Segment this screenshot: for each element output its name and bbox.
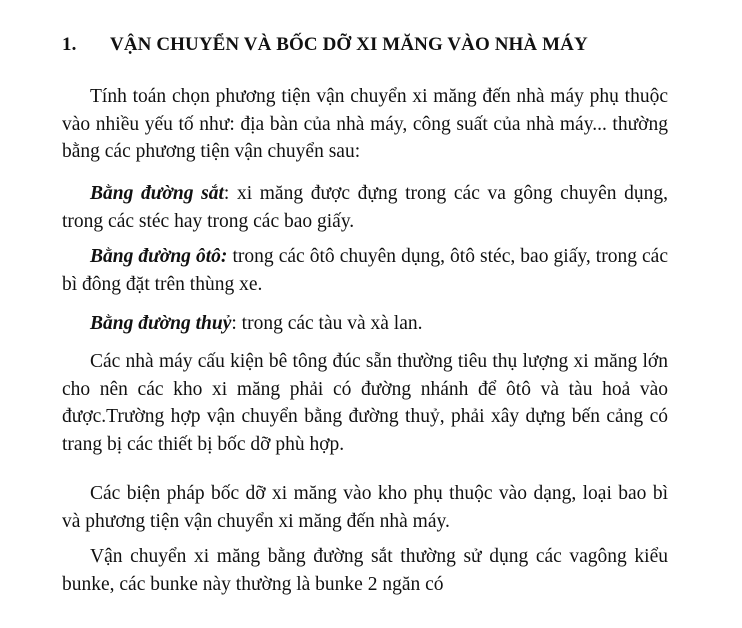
paragraph-text: trong các ôtô chuyên dụng, ôtô stéc, bao giấy, trong các bì đông đặt trên thùng xe. — [62, 246, 668, 295]
paragraph-lead: Bằng đường ôtô: — [90, 246, 228, 267]
paragraph-rail-wagons — [62, 543, 668, 598]
paragraph-unloading — [62, 480, 668, 535]
paragraph-lead: Bằng đường thuỷ — [90, 313, 232, 334]
paragraph-text: Các biện pháp bốc dỡ xi măng vào kho phụ thuộc vào dạng, loại bao bì và phương tiện vận chuyển xi măng đến nhà máy. — [62, 483, 668, 532]
paragraph-waterway — [62, 310, 668, 338]
paragraph-text: Các nhà máy cấu kiện bê tông đúc sẵn thường tiêu thụ lượng xi măng lớn cho nên các kho xi măng phải có đường nhánh để ôtô và tàu hoả vào được.Trường hợp vận chuyển bằng đường thuỷ, phải xây dựng bến cảng có trang bị các thiết bị bốc dỡ phù hợp. — [62, 351, 668, 455]
paragraph-text: Tính toán chọn phương tiện vận chuyển xi măng đến nhà máy phụ thuộc vào nhiều yếu tố như: địa bàn của nhà máy, công suất của nhà máy... thường bằng các phương tiện vận chuyển sau: — [62, 86, 668, 162]
section-title: VẬN CHUYỂN VÀ BỐC DỠ XI MĂNG VÀO NHÀ MÁY — [110, 34, 588, 55]
paragraph-factories — [62, 348, 668, 458]
paragraph-text: : trong các tàu và xà lan. — [231, 313, 423, 334]
paragraph-lead: Bằng đường sắt — [90, 183, 224, 204]
paragraph-rail — [62, 180, 668, 235]
paragraph-text: Vận chuyển xi măng bằng đường sắt thường sử dụng các vagông kiểu bunke, các bunke này thường là bunke 2 ngăn có — [62, 546, 668, 595]
paragraph-transport-intro — [62, 83, 668, 166]
paragraph-road — [62, 243, 668, 298]
paragraph-text: : xi măng được đựng trong các va gông chuyên dụng, trong các stéc hay trong các bao giấy. — [62, 183, 669, 232]
section-heading — [62, 34, 588, 56]
section-number: 1. — [62, 34, 77, 55]
